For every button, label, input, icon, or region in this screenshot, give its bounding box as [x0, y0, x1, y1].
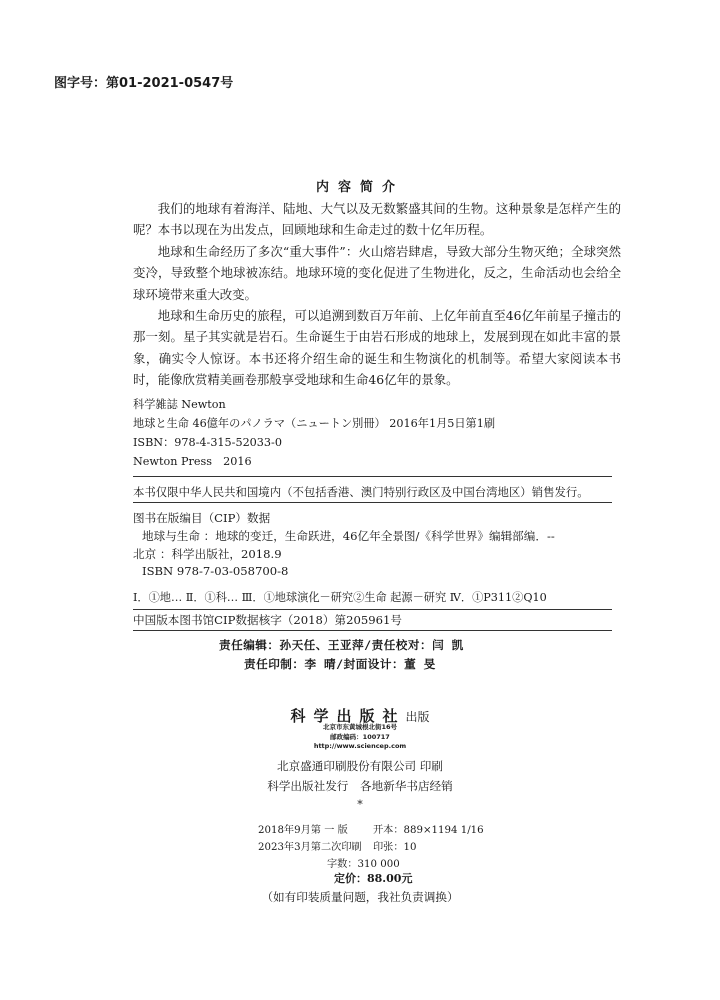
cip-isbn: ISBN 978-7-03-058700-8 — [142, 564, 289, 578]
printer: 北京盛通印刷股份有限公司 印刷 — [277, 759, 443, 773]
cip-classification: Ⅰ．①地… Ⅱ．①科… Ⅲ．①地球演化－研究②生命 起源－研究 Ⅳ．①P311②Q10 — [133, 591, 547, 604]
intro-paragraph-3: 地球和生命历史的旅程，可以追溯到数百万年前、上亿年前直至46亿年前星子撞击的那一刻。星子其实就是岩石。生命诞生于由岩石形成的地球上，发展到现在如此丰富的景象，确实令人惊讶。本书还将介绍生命的诞生和生物演化的机制等。希望大家阅读本书时，能像欣赏精美画卷那般享受地球和生命46亿年的景象。 — [133, 308, 621, 388]
copyright-permit-number: 图字号：第01-2021-0547号 — [54, 76, 234, 91]
staff-production: 责任印制：李 晴/封面设计：董 旻 — [244, 657, 436, 671]
spec-printing: 2023年3月第二次印刷 — [258, 842, 362, 853]
divider-distribution — [133, 502, 612, 503]
publisher-suffix: 出版 — [405, 710, 430, 724]
intro-paragraph-2: 地球和生命经历了多次“重大事件”：火山熔岩肆虐，导致大部分生物灭绝；全球突然变冷，导致整个地球被冻结。地球环境的变化促进了生物进化，反之，生命活动也会给全球环境带来重大改变。 — [133, 243, 621, 302]
intro-body — [133, 198, 621, 391]
cip-heading: 图书在版编目（CIP）数据 — [133, 511, 271, 525]
original-isbn: ISBN：978-4-315-52033-0 — [133, 436, 282, 449]
publisher-address: 北京市东黄城根北街16号 — [322, 723, 398, 731]
quality-note: （如有印装质量问题，我社负责调换） — [261, 890, 459, 904]
publisher-logo: 科学出版社 — [290, 707, 406, 725]
intro-paragraph-1: 我们的地球有着海洋、陆地、大气以及无数繁盛其间的生物。这种景象是怎样产生的呢？本书以现在为出发点，回顾地球和生命走过的数十亿年历程。 — [133, 201, 621, 238]
distributor: 科学出版社发行 各地新华书店经销 — [267, 779, 453, 793]
original-title: 地球と生命 46億年のパノラマ（ニュートン別冊） 2016年1月5日第1刷 — [133, 417, 496, 430]
original-magazine: 科学雑誌 Newton — [133, 398, 226, 411]
spec-sheets: 印张：10 — [373, 842, 417, 853]
divider-cip — [133, 609, 612, 610]
divider-top — [133, 476, 612, 477]
original-press: Newton Press 2016 — [133, 455, 252, 468]
separator-asterisk: * — [357, 798, 363, 811]
staff-editors: 责任编辑：孙天任、王亚萍/责任校对：闫 凯 — [219, 638, 464, 652]
cip-publisher-line: 北京 ：科学出版社，2018.9 — [133, 547, 282, 561]
spec-format: 开本：889×1194 1/16 — [373, 825, 484, 836]
distribution-notice: 本书仅限中华人民共和国境内（不包括香港、澳门特别行政区及中国台湾地区）销售发行。 — [133, 485, 589, 499]
intro-title: 内容简介 — [315, 180, 404, 195]
spec-edition: 2018年9月第 一 版 — [258, 825, 348, 836]
spec-word-count: 字数：310 000 — [327, 859, 400, 870]
divider-record — [133, 630, 612, 631]
publisher-postcode: 邮政编码：100717 — [330, 733, 390, 741]
cip-record: 中国版本图书馆CIP数据核字（2018）第205961号 — [133, 613, 402, 627]
cip-title-line: 地球与生命 ：地球的变迁，生命跃进，46亿年全景图/《科学世界》编辑部编．-- — [142, 529, 555, 543]
publisher-url: http://www.sciencep.com — [313, 742, 407, 750]
spec-price: 定价：88.00元 — [334, 872, 413, 885]
